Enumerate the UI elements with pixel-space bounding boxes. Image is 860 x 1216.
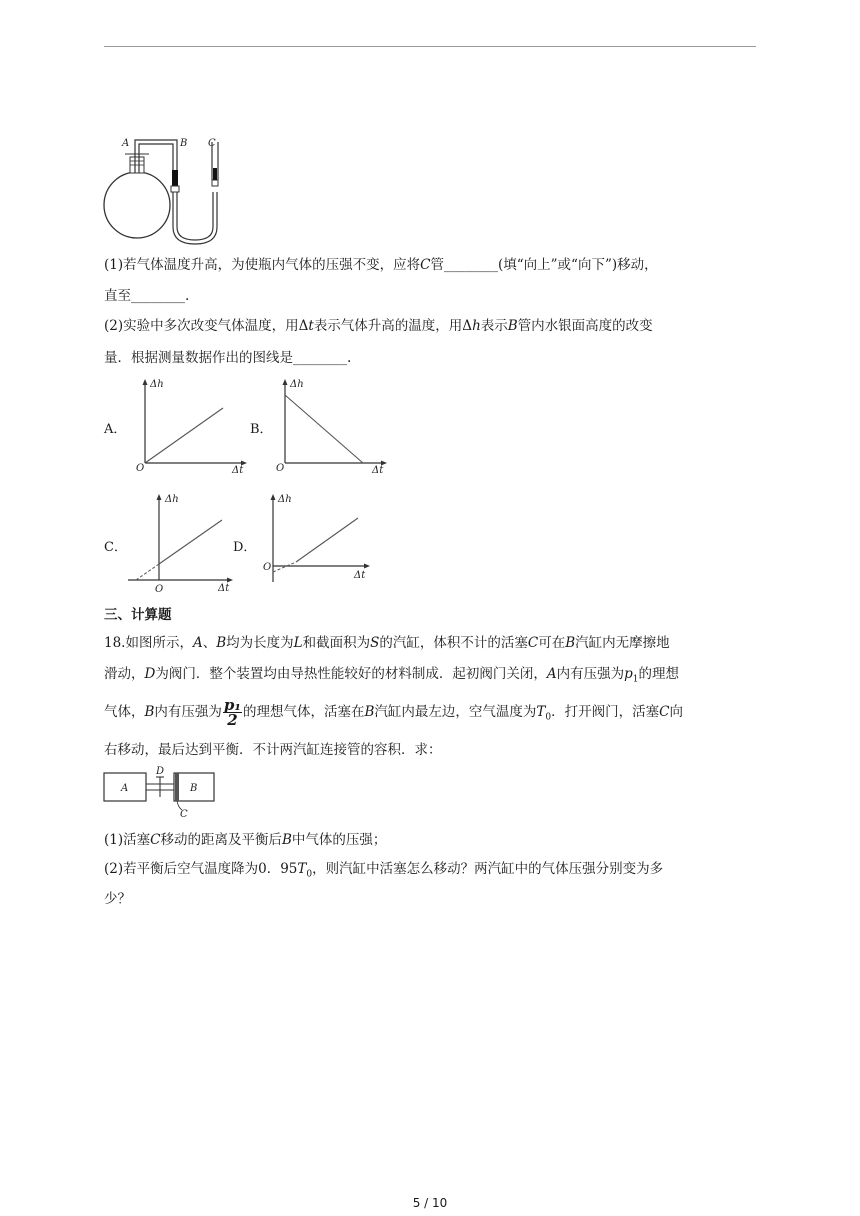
option-b-label: B． <box>250 422 273 437</box>
graph-c-origin: O <box>155 584 164 594</box>
q17-part2-line2: 量．根据测量数据作出的图线是________. <box>104 350 352 366</box>
option-c-label: C． <box>104 540 127 555</box>
graph-d-ylabel: Δh <box>278 494 292 505</box>
graph-b-ylabel: Δh <box>290 379 304 390</box>
graph-c <box>126 490 241 594</box>
q18-line2: 滑动，D为阀门．整个装置均由导热性能较好的材料制成．起初阀门关闭，A内有压强为$p_1$的理想 <box>104 666 679 685</box>
q18-sub2-line2: 少？ <box>104 891 131 907</box>
label-c: C <box>208 138 216 149</box>
graph-c-ylabel: Δh <box>165 494 179 505</box>
label-b: B <box>180 138 188 149</box>
graph-b-origin: O <box>276 463 285 474</box>
valve-label-d: D <box>156 766 165 777</box>
header-rule <box>104 46 756 47</box>
q18-line3: 气体，B内有压强为 $\frac{\text{p₁}}{2}$ 的理想气体，活塞在B汽缸内最左边，空气温度为$T_0$．打开阀门，活塞C向 <box>104 696 683 729</box>
page-number: 5 / 10 <box>412 1196 448 1210</box>
q17-part2-line1: (2)实验中多次改变气体温度，用Δt表示气体升高的温度，用Δh表示B管内水银面高度的改变 <box>104 318 653 334</box>
option-a-label: A． <box>104 422 127 437</box>
graph-a-xlabel: Δt <box>232 465 244 475</box>
p1-over-2-fraction: $\frac{\text{p₁}}{2}$ <box>223 696 241 729</box>
q17-part1-line2: 直至________. <box>104 288 190 304</box>
apparatus-figure <box>100 132 240 250</box>
option-d-label: D． <box>233 540 257 555</box>
graph-d-origin: O <box>263 562 272 573</box>
piston-label-c: C <box>180 809 188 820</box>
section-title: 三、计算题 <box>104 607 172 623</box>
graph-a-origin: O <box>136 463 145 474</box>
q18-sub2-line1: (2)若平衡后空气温度降为0．$95T_0$，则汽缸中活塞怎么移动？两汽缸中的气体压强分别变为多 <box>104 861 664 880</box>
q18-sub1: (1)活塞C移动的距离及平衡后B中气体的压强； <box>104 832 387 848</box>
graph-a-ylabel: Δh <box>150 379 164 390</box>
q18-line4: 右移动，最后达到平衡．不计两汽缸连接管的容积．求： <box>104 742 442 758</box>
cylinder-label-a: A <box>121 783 129 794</box>
cylinder-figure <box>102 765 220 820</box>
graph-b <box>268 375 393 475</box>
q18-line1: 18.如图所示，A、B均为长度为L和截面积为S的汽缸，体积不计的活塞C可在B汽缸内无摩擦地 <box>104 635 670 651</box>
graph-a <box>128 375 253 475</box>
graph-d <box>256 490 376 590</box>
graph-c-xlabel: Δt <box>218 583 230 594</box>
graph-b-xlabel: Δt <box>372 465 384 475</box>
q17-part1-line1: (1)若气体温度升高，为使瓶内气体的压强不变，应将C管________(填“向上”或“向下”)移动， <box>104 257 658 273</box>
graph-d-xlabel: Δt <box>354 570 366 581</box>
label-a: A <box>122 138 130 149</box>
cylinder-label-b: B <box>190 783 198 794</box>
